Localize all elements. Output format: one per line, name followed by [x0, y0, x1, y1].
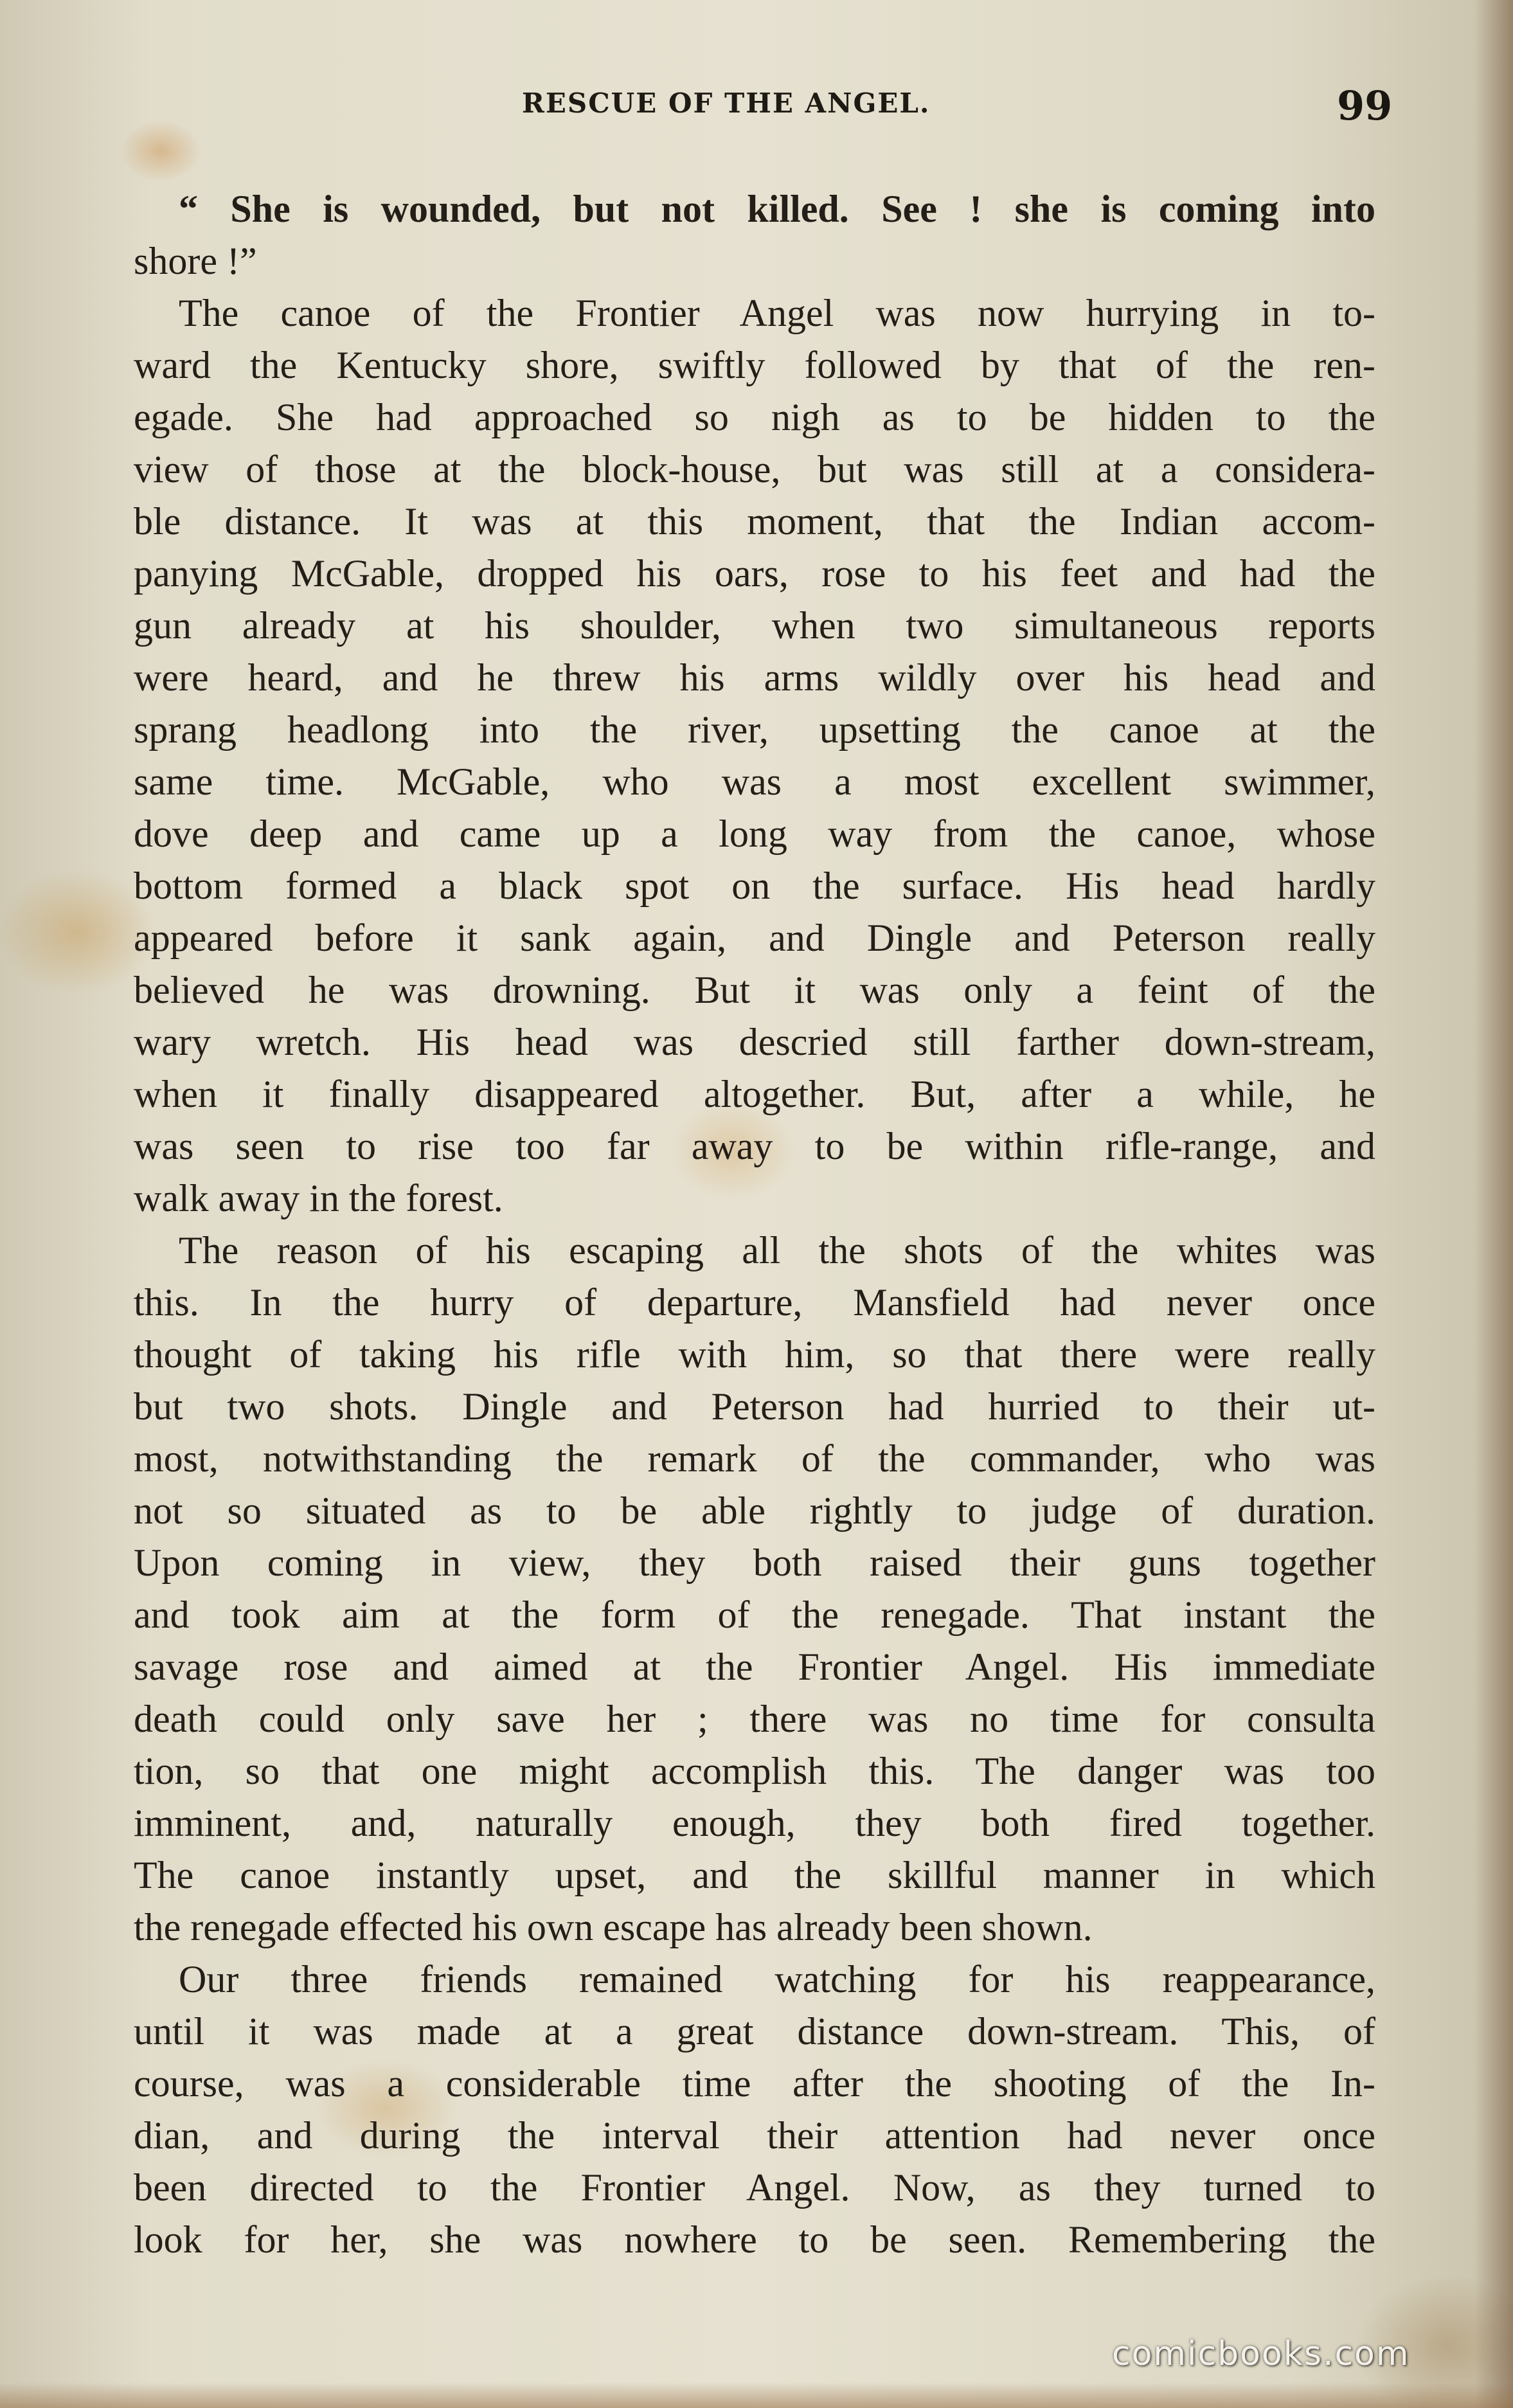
text-line: most, notwithstanding the remark of the commander, who was	[134, 1437, 1375, 1480]
text-line: this. In the hurry of departure, Mansfield had never once	[134, 1281, 1375, 1324]
text-line: course, was a considerable time after the shooting of the In-	[134, 2062, 1375, 2105]
text-line: but two shots. Dingle and Peterson had hurried to their ut-	[134, 1385, 1375, 1428]
text-line: ward the Kentucky shore, swiftly followed by that of the ren-	[134, 344, 1375, 386]
text-line: shore !”	[134, 240, 257, 282]
text-line: the renegade effected his own escape has already been shown.	[134, 1906, 1093, 1948]
text-line: not so situated as to be able rightly to judge of duration.	[134, 1489, 1375, 1532]
text-line: The reason of his escaping all the shots of the whites was	[179, 1229, 1375, 1271]
text-line: when it finally disappeared altogether. But, after a while, he	[134, 1073, 1375, 1115]
text-line: The canoe of the Frontier Angel was now hurrying in to-	[179, 292, 1375, 334]
text-line: walk away in the forest.	[134, 1177, 503, 1219]
page-number: 99	[1337, 82, 1393, 129]
text-line: tion, so that one might accomplish this. The danger was too	[134, 1750, 1375, 1792]
text-line: death could only save her ; there was no time for consulta	[134, 1698, 1375, 1740]
text-line: panying McGable, dropped his oars, rose to his feet and had the	[134, 552, 1375, 595]
running-head	[0, 82, 1513, 134]
page-edge-shadow	[1474, 0, 1513, 2408]
text-line: until it was made at a great distance down-stream. This, of	[134, 2010, 1375, 2053]
text-line: been directed to the Frontier Angel. Now, as they turned to	[134, 2166, 1375, 2209]
text-line: imminent, and, naturally enough, they both fired together.	[134, 1802, 1375, 1844]
running-title: RESCUE OF THE ANGEL.	[522, 87, 931, 119]
text-line: appeared before it sank again, and Dingle and Peterson really	[134, 917, 1375, 959]
text-line: Upon coming in view, they both raised their guns together	[134, 1541, 1375, 1584]
text-line: were heard, and he threw his arms wildly over his head and	[134, 656, 1375, 699]
text-line: wary wretch. His head was descried still farther down-stream,	[134, 1021, 1375, 1063]
text-line: dian, and during the interval their attention had never once	[134, 2114, 1375, 2157]
text-line: “ She is wounded, but not killed. See ! she is coming into	[179, 188, 1375, 230]
text-line: was seen to rise too far away to be within rifle-range, and	[134, 1125, 1375, 1167]
text-line: gun already at his shoulder, when two simultaneous reports	[134, 604, 1375, 647]
text-line: ble distance. It was at this moment, that the Indian accom-	[134, 500, 1375, 543]
text-line: same time. McGable, who was a most excellent swimmer,	[134, 760, 1375, 803]
body-text	[134, 183, 1375, 2266]
text-line: thought of taking his rifle with him, so that there were really	[134, 1333, 1375, 1376]
watermark: comicbooks.com	[1112, 2335, 1410, 2373]
text-line: Our three friends remained watching for his reappearance,	[179, 1958, 1375, 2000]
text-line: dove deep and came up a long way from the canoe, whose	[134, 813, 1375, 855]
text-line: and took aim at the form of the renegade. That instant the	[134, 1594, 1375, 1636]
text-line: view of those at the block-house, but was still at a considera-	[134, 448, 1375, 490]
text-line: egade. She had approached so nigh as to be hidden to the	[134, 396, 1375, 438]
text-line: sprang headlong into the river, upsetting the canoe at the	[134, 708, 1375, 751]
page-bottom-edge	[0, 2382, 1513, 2408]
text-line: look for her, she was nowhere to be seen. Remembering the	[134, 2218, 1375, 2261]
text-line: bottom formed a black spot on the surface. His head hardly	[134, 865, 1375, 907]
text-line: savage rose and aimed at the Frontier Angel. His immediate	[134, 1646, 1375, 1688]
text-line: The canoe instantly upset, and the skillful manner in which	[134, 1854, 1375, 1896]
text-line: believed he was drowning. But it was only a feint of the	[134, 969, 1375, 1011]
